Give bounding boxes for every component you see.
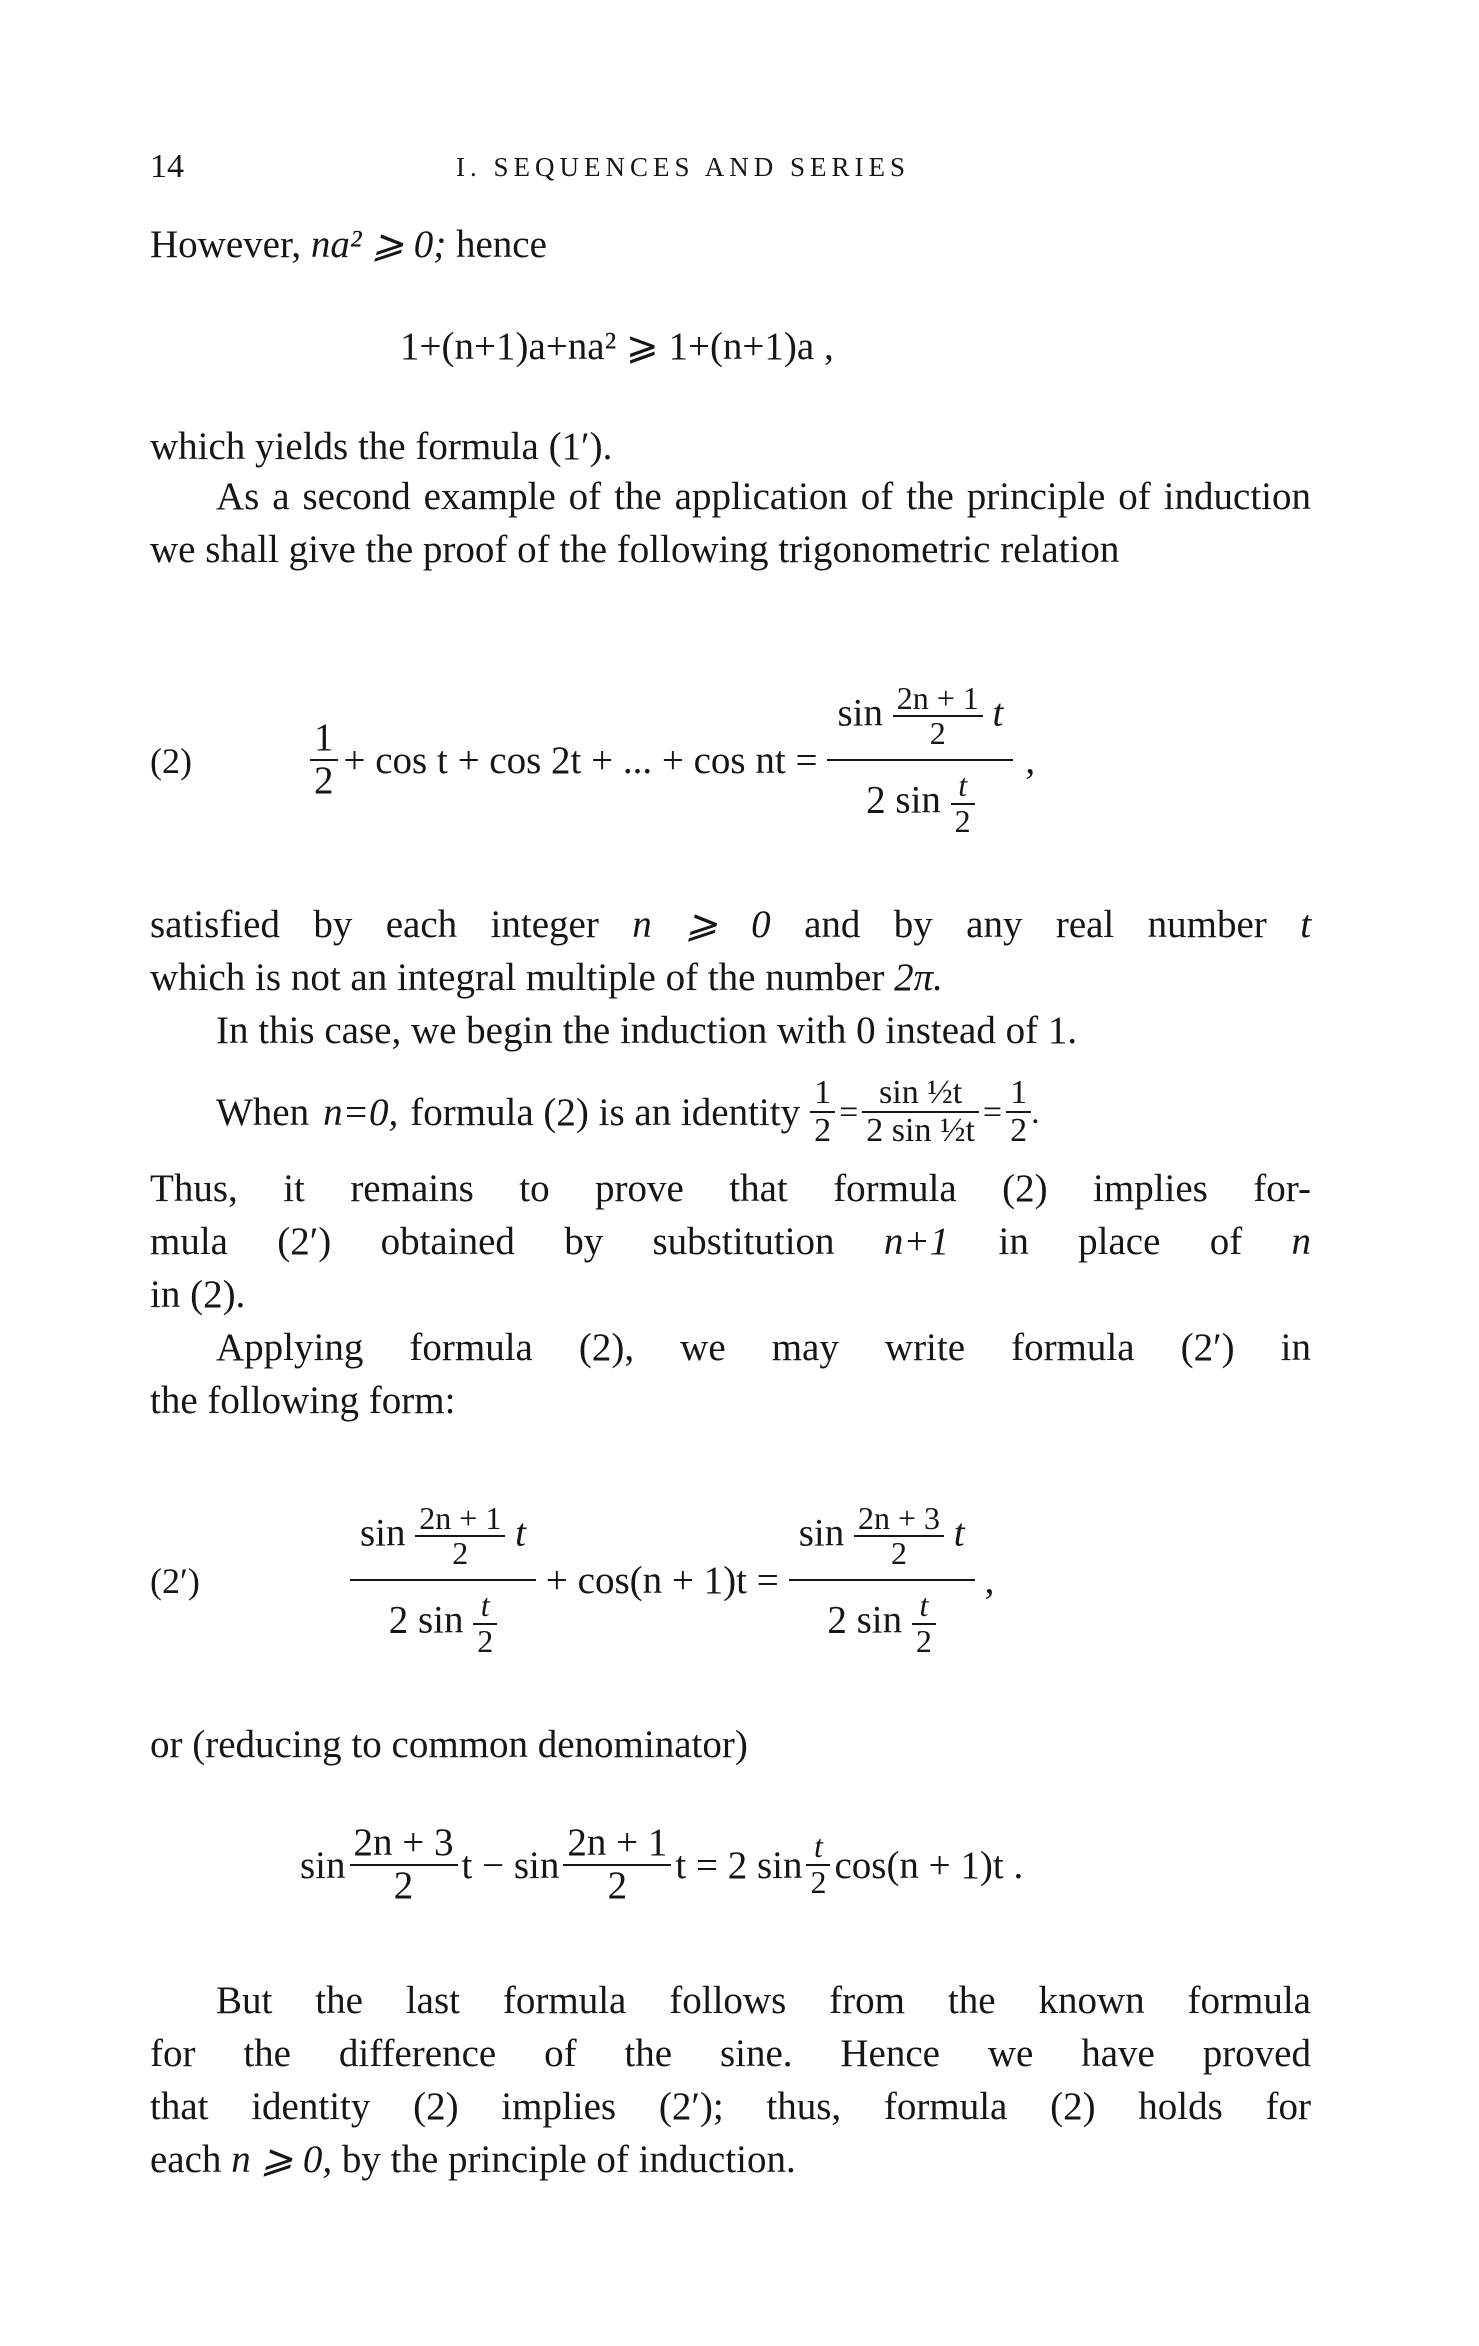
equals-sign: = (982, 1093, 1003, 1131)
middle-terms: + cos(n + 1)t = (545, 1558, 779, 1602)
text-line: In this case, we begin the induction with 0 instead of 1. (216, 1009, 1078, 1052)
fraction (310, 718, 338, 802)
fraction (862, 1075, 979, 1148)
fraction (951, 769, 975, 838)
fraction (473, 1589, 497, 1658)
text-line (150, 1215, 1311, 1268)
big-fraction (350, 1499, 536, 1659)
denominator: 2 (477, 1622, 494, 1659)
sin-label: sin (837, 691, 883, 735)
fraction (350, 1823, 458, 1907)
text-line (216, 1062, 1040, 1162)
den-coef: 2 sin (827, 1598, 903, 1642)
fraction (893, 679, 983, 752)
math-inline: n ⩾ 0 (632, 903, 771, 946)
den-coef: 2 sin (388, 1598, 464, 1642)
equation-label: (2) (150, 741, 192, 781)
denominator: 2 sin ½t (866, 1112, 975, 1149)
equation-2 (310, 650, 1035, 870)
variable-t: t (992, 691, 1004, 735)
text-span: mula (2′) obtained by substitution (150, 1220, 835, 1263)
math-inline: n (1291, 1220, 1312, 1263)
text-span: each (150, 2138, 222, 2181)
math-inline: n ⩾ 0, (231, 2138, 333, 2181)
variable-t: t (515, 1511, 526, 1555)
equals-sign: = (839, 1093, 859, 1131)
expr-part: t − sin (461, 1843, 560, 1887)
numerator: 1 (310, 718, 338, 761)
lhs-rest: + cos t + cos 2t + ... + cos nt = (343, 738, 818, 782)
numerator: t (912, 1589, 936, 1625)
math-inline: 2π. (894, 956, 943, 999)
numerator: 1 (1006, 1075, 1031, 1113)
text-line (150, 898, 1311, 951)
numerator: t (806, 1830, 830, 1866)
math-inline: n=0, (323, 1090, 399, 1134)
period: . (1031, 1093, 1040, 1131)
numerator (789, 1499, 975, 1581)
denominator: 2 (814, 1112, 832, 1149)
variable-t: t (953, 1511, 965, 1555)
denominator: 2 (607, 1864, 628, 1907)
text-line: in (2). (150, 1273, 246, 1316)
den-coef: 2 sin (866, 778, 941, 822)
text-line: But the last formula follows from the known formula (216, 1979, 1311, 2022)
text-line (150, 951, 943, 1004)
running-title: I. SEQUENCES AND SERIES (456, 152, 911, 182)
fraction (854, 1499, 944, 1572)
math-inline: n+1 (883, 1220, 950, 1263)
text-line: Applying formula (2), we may write formula (2′) in (216, 1326, 1311, 1369)
display-equation: 1+(n+1)a+na² ⩾ 1+(n+1)a , (400, 325, 834, 368)
text-span: However, (150, 223, 302, 266)
denominator: 2 (810, 1864, 827, 1900)
text-span: hence (455, 223, 547, 266)
text-line (150, 218, 547, 271)
text-line: which yields the formula (1′). (150, 425, 613, 468)
numerator: 2n + 3 (350, 1823, 458, 1866)
denominator: 2 (314, 759, 334, 802)
denominator: 2 (954, 802, 971, 839)
trailing-comma: , (984, 1558, 995, 1602)
numerator (827, 679, 1013, 761)
text-line: or (reducing to common denominator) (150, 1723, 748, 1766)
denominator: 2 (915, 1622, 932, 1659)
sin-label: sin (360, 1511, 406, 1555)
fraction (806, 1830, 830, 1899)
text-span: When (216, 1090, 310, 1134)
text-line: for the difference of the sine. Hence we have proved (150, 2032, 1311, 2075)
identity-expression (810, 1075, 1040, 1148)
big-fraction (827, 679, 1013, 839)
numerator: t (473, 1589, 497, 1625)
text-span: which is not an integral multiple of the number (150, 956, 885, 999)
equation-3 (300, 1810, 1023, 1920)
numerator: 2n + 1 (415, 1502, 505, 1538)
math-inline: t (1300, 903, 1312, 946)
fraction (912, 1589, 936, 1658)
denominator: 2 (393, 1864, 414, 1907)
numerator (350, 1499, 536, 1581)
denominator (827, 761, 1013, 838)
text-span: formula (2) is an identity (410, 1090, 801, 1134)
denominator (350, 1581, 536, 1658)
fraction (1006, 1075, 1031, 1148)
denominator: 2 (452, 1535, 469, 1572)
fraction (563, 1823, 671, 1907)
numerator: 2n + 3 (854, 1502, 944, 1538)
equation-2-prime (350, 1470, 994, 1690)
numerator: 1 (810, 1075, 835, 1113)
denominator (789, 1581, 975, 1658)
expr-part: t = 2 sin (675, 1843, 803, 1887)
denominator: 2 (890, 1535, 907, 1572)
equation-label: (2′) (150, 1561, 200, 1601)
numerator: 2n + 1 (893, 682, 983, 718)
fraction (415, 1499, 505, 1572)
text-span: satisfied by each integer (150, 903, 599, 946)
trailing-comma: , (1025, 738, 1036, 782)
denominator: 2 (1010, 1112, 1028, 1149)
expr-part: cos(n + 1)t . (834, 1843, 1024, 1887)
sin-label: sin (798, 1511, 845, 1555)
math-inline: na² ⩾ 0; (310, 223, 447, 266)
denominator: 2 (929, 715, 946, 752)
numerator: t (951, 769, 975, 805)
text-span: and by any real number (804, 903, 1267, 946)
paragraph: As a second example of the application of the principle of induction we shall give the proof of the following trigonometric relation (150, 475, 1311, 571)
numerator: sin ½t (862, 1075, 979, 1113)
text-line (150, 2133, 796, 2186)
page-number: 14 (150, 148, 184, 185)
text-span: in place of (998, 1220, 1243, 1263)
sin-label: sin (300, 1843, 346, 1887)
fraction (810, 1075, 835, 1148)
big-fraction (789, 1499, 975, 1659)
text-line: the following form: (150, 1379, 456, 1422)
numerator: 2n + 1 (563, 1823, 671, 1866)
text-line: that identity (2) implies (2′); thus, formula (2) holds for (150, 2085, 1311, 2128)
text-line: Thus, it remains to prove that formula (2) implies for- (150, 1167, 1311, 1210)
text-span: by the principle of induction. (341, 2138, 796, 2181)
